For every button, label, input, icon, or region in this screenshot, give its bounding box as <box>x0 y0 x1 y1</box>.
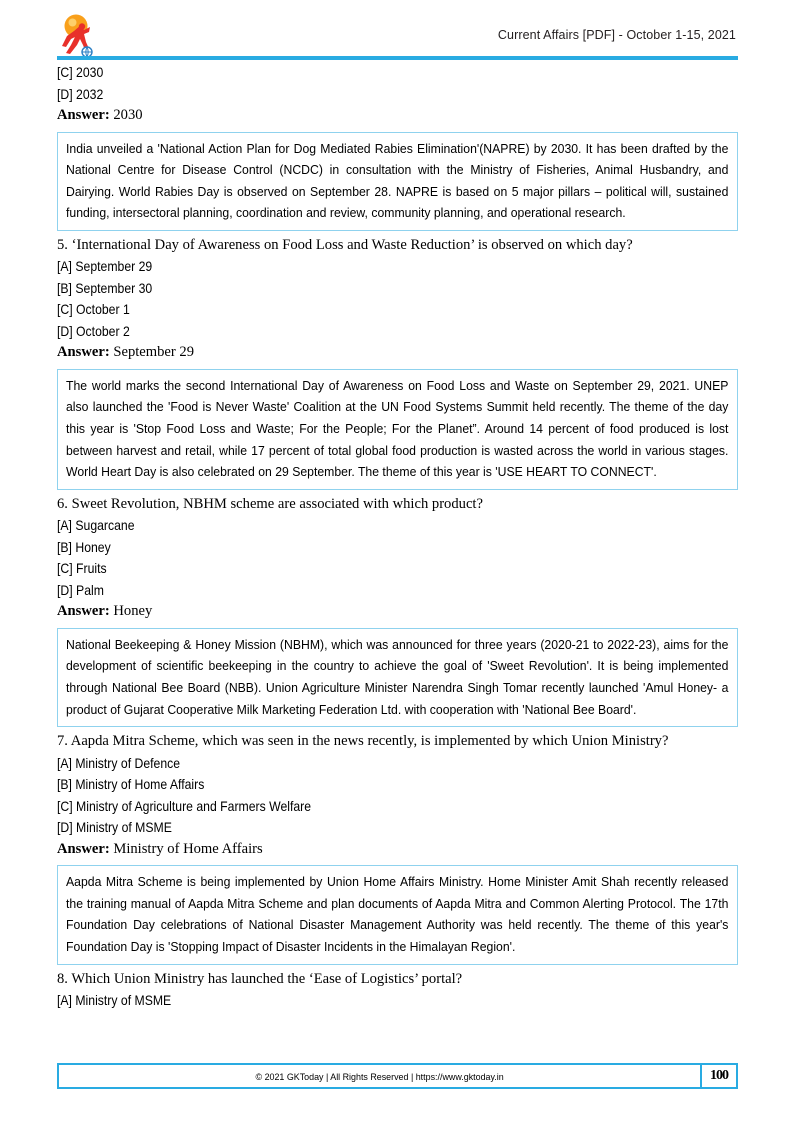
logo-icon <box>57 12 101 58</box>
option-item-a: [A] Sugarcane <box>57 518 135 534</box>
option-item-d: [D] Palm <box>57 582 104 598</box>
option-item-c: [C] Fruits <box>57 561 107 577</box>
page-content <box>57 62 738 1012</box>
header-divider <box>57 56 738 60</box>
explanation-text: India unveiled a 'National Action Plan for Dog Mediated Rabies Elimination'(NAPRE) by 2030. It has been drafted by the National Centre for Disease Control (NCDC) in consultation with the Ministry of Fisheries, Animal Husbandry, and Dairying. World Rabies Day is observed on September 28. NAPRE is based on 5 major pillars – political will, sustained funding, intersectoral planning, coordination and review, community planning, and operational research. <box>66 140 729 221</box>
option-item-d: [D] October 2 <box>57 323 130 339</box>
option-item-b: [B] Ministry of Home Affairs <box>57 777 205 793</box>
answer-line <box>57 839 738 861</box>
question-block-continued <box>57 62 738 231</box>
explanation-box <box>57 628 738 727</box>
option-item-a: [A] Ministry of MSME <box>57 993 172 1009</box>
footer-copyright-text: © 2021 GKToday | All Rights Reserved | https://www.gktoday.in <box>255 1070 504 1082</box>
explanation-box <box>57 865 738 964</box>
footer-copyright <box>57 1063 702 1089</box>
question-block-5 <box>57 235 738 490</box>
option-item-b: [B] September 30 <box>57 280 153 296</box>
question-text: 8. Which Union Ministry has launched the ‘Ease of Logistics’ portal? <box>57 970 463 987</box>
answer-label: Answer: <box>57 840 110 857</box>
option-item-b: [B] Honey <box>57 539 111 555</box>
answer-line <box>57 342 738 364</box>
answer-label: Answer: <box>57 344 110 361</box>
question-text: 7. Aapda Mitra Scheme, which was seen in the news recently, is implemented by which Union Ministry? <box>57 733 669 750</box>
question-block-6 <box>57 494 738 727</box>
answer-value: Honey <box>113 603 153 620</box>
answer-line <box>57 601 738 623</box>
answer-label: Answer: <box>57 107 110 123</box>
explanation-box <box>57 369 738 490</box>
page-number-box <box>702 1063 738 1089</box>
explanation-text: National Beekeeping & Honey Mission (NBHM), which was announced for three years (2020-21 to 2022-23), aims for the development of scientific beekeeping in the country to achieve the goal of 'Sweet Revolution'. It is being implemented through National Bee Board (NBB). Union Agriculture Minister Narendra Singh Tomar recently launched 'Amul Honey- a product of Gujarat Cooperative Milk Marketing Federation Ltd. with cooperation with 'National Bee Board'. <box>66 636 729 717</box>
page-header <box>57 12 738 58</box>
explanation-box <box>57 132 738 231</box>
option-item-c: [C] October 1 <box>57 302 130 318</box>
answer-value: Ministry of Home Affairs <box>113 840 263 857</box>
option-item-a: [A] Ministry of Defence <box>57 755 181 771</box>
explanation-text: Aapda Mitra Scheme is being implemented by Union Home Affairs Ministry. Home Minister Amit Shah recently released the training manual of Aapda Mitra Scheme and plan documents of Aapda Mitra and Common Alerting Protocol. The 17th Foundation Day celebrations of National Disaster Management Authority was held recently. The theme of this year's Foundation Day is 'Stopping Impact of Disaster Incidents in the Himalayan Region'. <box>66 874 729 954</box>
explanation-text: The world marks the second International Day of Awareness on Food Loss and Waste on September 29, 2021. UNEP also launched the 'Food is Never Waste' Coalition at the UN Food Systems Summit held recently. The theme of the day this year is 'Stop Food Loss and Waste; For the People; For the Planet”. Around 14 percent of food produced is lost between harvest and retail, while 17 percent of total global food production is wasted across the world in various stages. World Heart Day is also celebrated on 29 September. The theme of this year is 'USE HEART TO CONNECT'. <box>66 377 729 480</box>
option-item-a: [A] September 29 <box>57 259 153 275</box>
page-footer <box>57 1063 738 1089</box>
option-item: [C] 2030 <box>57 65 104 80</box>
option-item: [D] 2032 <box>57 86 104 102</box>
question-text: 5. ‘International Day of Awareness on Food Loss and Waste Reduction’ is observed on which day? <box>57 236 633 253</box>
question-block-7 <box>57 731 738 964</box>
answer-line <box>57 105 738 127</box>
question-block-8 <box>57 969 738 1012</box>
header-title: Current Affairs [PDF] - October 1-15, 2021 <box>497 28 736 42</box>
answer-value: 2030 <box>113 107 143 123</box>
gktoday-logo <box>57 12 101 58</box>
option-item-c: [C] Ministry of Agriculture and Farmers Welfare <box>57 798 312 814</box>
option-item-d: [D] Ministry of MSME <box>57 820 172 836</box>
question-text: 6. Sweet Revolution, NBHM scheme are associated with which product? <box>57 495 483 512</box>
answer-label: Answer: <box>57 603 110 620</box>
answer-value: September 29 <box>113 344 195 361</box>
page-number: 100 <box>710 1068 728 1083</box>
